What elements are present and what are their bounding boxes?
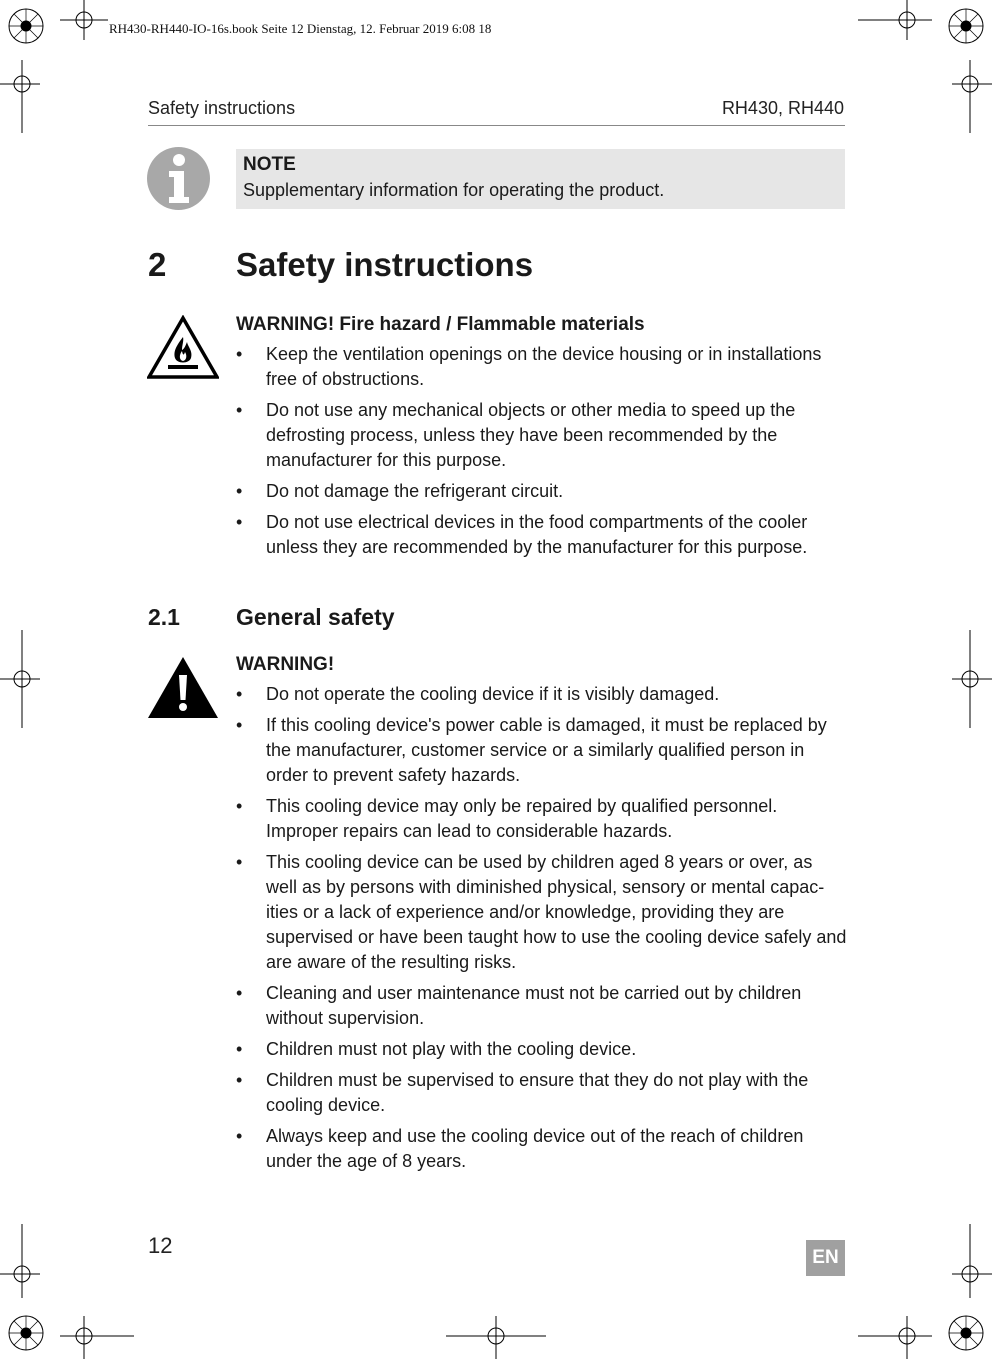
header-divider (148, 125, 845, 126)
note-box (236, 149, 845, 209)
list-item (236, 1037, 848, 1062)
list-item-text: Children must be supervised to ensure that they do not play with the cooling device. (266, 1070, 809, 1115)
bullet-icon: • (236, 512, 243, 532)
page-number: 12 (148, 1233, 173, 1258)
list-item-text: Do not use electrical devices in the food compartments of the cooler unless they are recommended by the manufacturer for this purpose. (266, 512, 808, 557)
info-icon (147, 147, 210, 210)
warning-triangle-icon (147, 655, 219, 719)
list-item-text: Do not use any mechanical objects or other media to speed up the defrosting process, unless they have been recommended by the manufacturer for this purpose. (266, 400, 796, 470)
flammable-warning-icon (147, 315, 219, 379)
running-header-right: RH430, RH440 (721, 98, 844, 118)
section-number: 2 (148, 246, 167, 283)
list-item-text: Cleaning and user maintenance must not be carried out by children without supervision. (266, 983, 802, 1028)
section-title: Safety instructions (236, 246, 534, 283)
list-item (236, 342, 848, 392)
print-info-line: RH430-RH440-IO-16s.book Seite 12 Dienstag, 12. Februar 2019 6:08 18 (109, 21, 492, 36)
bullet-icon: • (236, 684, 243, 704)
fire-warning-block (236, 312, 848, 566)
running-header-left: Safety instructions (148, 98, 296, 118)
subsection-title: General safety (236, 604, 395, 630)
bullet-icon: • (236, 715, 243, 735)
list-item-text: Do not damage the refrigerant circuit. (266, 481, 564, 501)
list-item (236, 1068, 848, 1118)
list-item (236, 682, 848, 707)
bullet-icon: • (236, 1126, 243, 1146)
list-item-text: Children must not play with the cooling device. (266, 1039, 637, 1059)
note-title: NOTE (243, 154, 296, 175)
list-item-text: Keep the ventilation openings on the device housing or in installations free of obstructions. (266, 344, 822, 389)
general-warning-block (236, 652, 848, 1180)
list-item-text: This cooling device may only be repaired by qualified personnel. Improper repairs can lead to considerable hazards. (266, 796, 778, 841)
subsection-number: 2.1 (148, 604, 180, 630)
list-item (236, 713, 848, 788)
list-item (236, 1124, 848, 1174)
language-badge: EN (806, 1240, 845, 1276)
bullet-icon: • (236, 481, 243, 501)
list-item (236, 794, 848, 844)
bullet-icon: • (236, 983, 243, 1003)
list-item-text: This cooling device can be used by children aged 8 years or over, as well as by persons with diminished physical, sensory or mental capac-ities or a lack of experience and/or knowledge, providing they are supervised or have been taught how to use the cooling device safely and are aware of the resulting risks. (266, 852, 847, 972)
bullet-icon: • (236, 344, 243, 364)
list-item (236, 981, 848, 1031)
bullet-icon: • (236, 1070, 243, 1090)
list-item (236, 398, 848, 473)
fire-warning-title: WARNING! Fire hazard / Flammable materials (236, 314, 645, 335)
list-item (236, 510, 848, 560)
list-item-text: Do not operate the cooling device if it is visibly damaged. (266, 684, 720, 704)
bullet-icon: • (236, 1039, 243, 1059)
bullet-icon: • (236, 852, 243, 872)
list-item (236, 479, 848, 504)
list-item-text: Always keep and use the cooling device out of the reach of children under the age of 8 years. (266, 1126, 804, 1171)
bullet-icon: • (236, 400, 243, 420)
general-warning-title: WARNING! (236, 654, 335, 675)
list-item (236, 850, 848, 975)
bullet-icon: • (236, 796, 243, 816)
list-item-text: If this cooling device's power cable is damaged, it must be replaced by the manufacturer, customer service or a similarly qualified person in order to prevent safety hazards. (266, 715, 827, 785)
note-text: Supplementary information for operating the product. (243, 180, 665, 200)
